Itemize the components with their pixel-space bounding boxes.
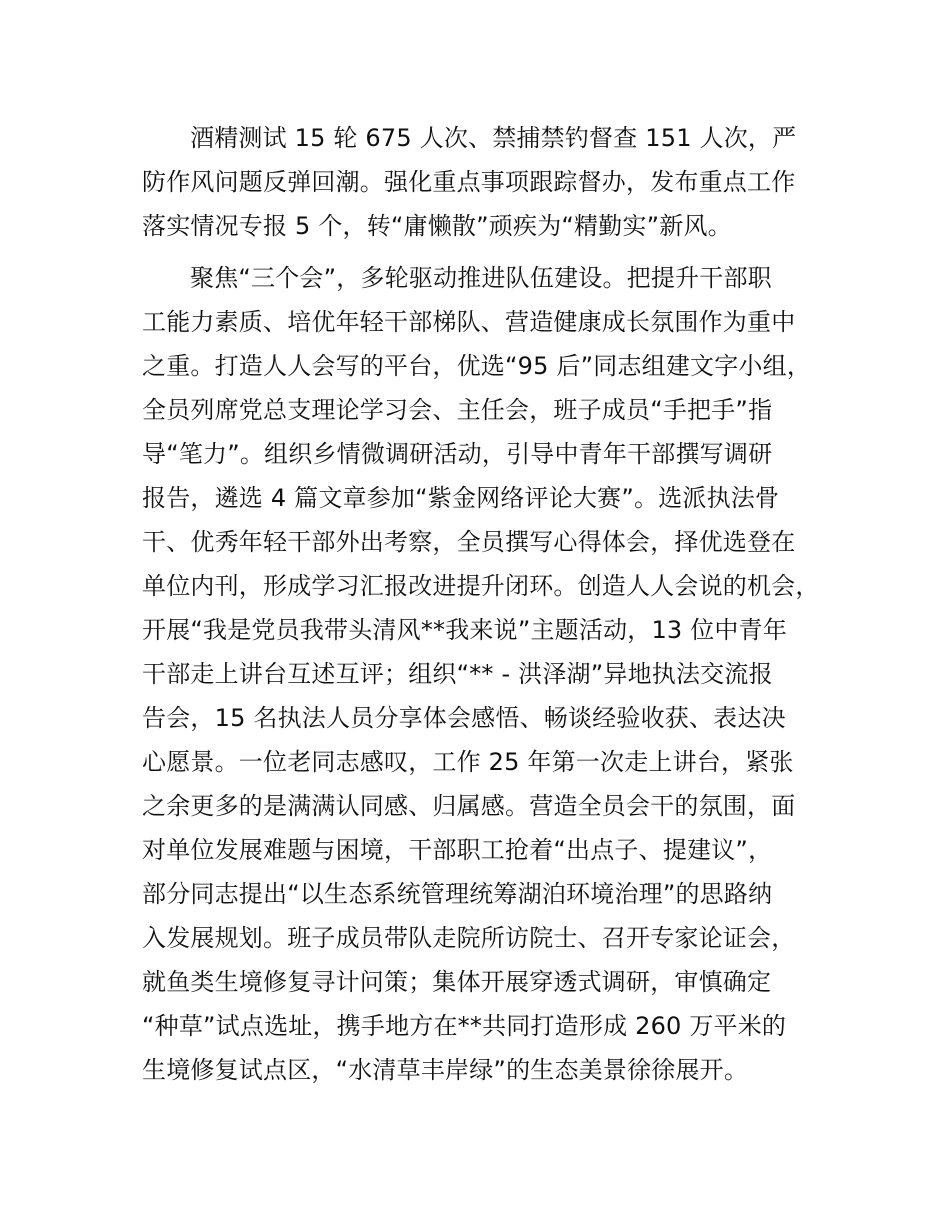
text-line: 落实情况专报 5 个，转“庸懒散”顽疾为“精勤实”新风。 xyxy=(142,212,732,240)
text-line: 心愿景。一位老同志感叹，工作 25 年第一次走上讲台，紧张 xyxy=(142,748,794,776)
text-line: 工能力素质、培优年轻干部梯队、营造健康成长氛围作为重中 xyxy=(142,308,796,336)
text-line: 聚焦“三个会”，多轮驱动推进队伍建设。把提升干部职 xyxy=(190,264,772,292)
text-line: 干、优秀年轻干部外出考察，全员撰写心得体会，择优选登在 xyxy=(142,528,796,556)
text-line: 单位内刊，形成学习汇报改进提升闭环。创造人人会说的机会， xyxy=(142,572,820,600)
text-line: 干部走上讲台互述互评；组织“** - 洪泽湖”异地执法交流报 xyxy=(142,660,773,688)
text-line: 之重。打造人人会写的平台，优选“95 后”同志组建文字小组， xyxy=(142,352,812,380)
text-line: 全员列席党总支理论学习会、主任会，班子成员“手把手”指 xyxy=(142,396,773,424)
text-line: 导“笔力”。组织乡情微调研活动，引导中青年干部撰写调研 xyxy=(142,440,773,468)
text-line: 告会，15 名执法人员分享体会感悟、畅谈经验收获、表达决 xyxy=(142,704,786,732)
text-line: 入发展规划。班子成员带队走院所访院士、召开专家论证会， xyxy=(142,924,796,952)
text-line: 生境修复试点区，“水清草丰岸绿”的生态美景徐徐展开。 xyxy=(142,1056,749,1084)
text-line: 开展“我是党员我带头清风**我来说”主题活动，13 位中青年 xyxy=(142,616,788,644)
text-line: 防作风问题反弹回潮。强化重点事项跟踪督办，发布重点工作 xyxy=(142,168,796,196)
text-line: 之余更多的是满满认同感、归属感。营造全员会干的氛围，面 xyxy=(142,792,796,820)
text-line: 部分同志提出“以生态系统管理统筹湖泊环境治理”的思路纳 xyxy=(142,880,773,908)
text-line: 对单位发展难题与困境，干部职工抢着“出点子、提建议”， xyxy=(142,836,773,864)
text-line: 就鱼类生境修复寻计问策；集体开展穿透式调研，审慎确定 xyxy=(142,968,772,996)
text-line: 报告，遴选 4 篇文章参加“紫金网络评论大赛”。选派执法骨 xyxy=(142,484,780,512)
text-line: 酒精测试 15 轮 675 人次、禁捕禁钓督查 151 人次，严 xyxy=(190,124,797,152)
text-line: “种草”试点选址，携手地方在**共同打造形成 260 万平米的 xyxy=(142,1012,787,1040)
